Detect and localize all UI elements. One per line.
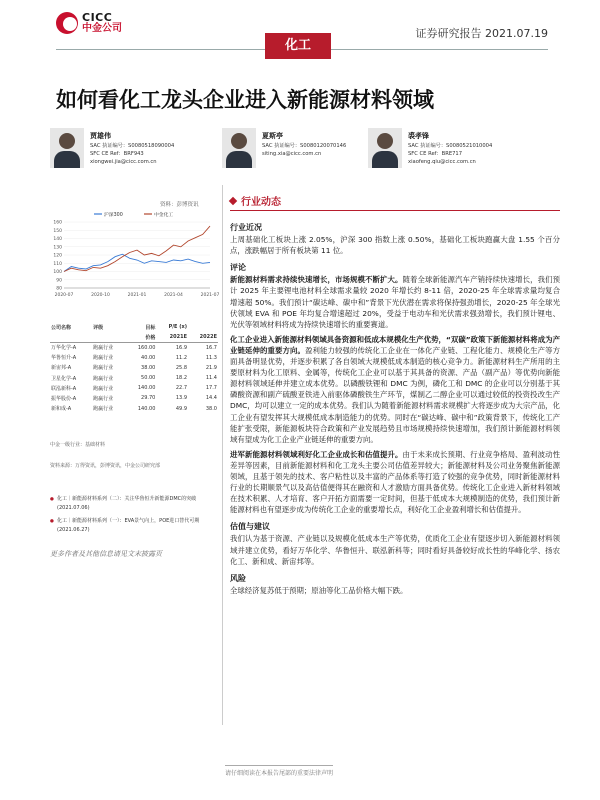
table-cell: 18.2 [175, 375, 188, 382]
y-tick-label: 150 [53, 228, 62, 234]
y-tick-label: 110 [53, 261, 62, 267]
table-row [50, 393, 218, 403]
x-tick-label: 2020-07 [54, 293, 74, 298]
cicc-logo-icon [56, 12, 78, 34]
table-cell: 140.00 [137, 385, 156, 392]
table-cell: 16.9 [156, 342, 188, 352]
related-reports [50, 495, 222, 539]
table-cell: 49.9 [175, 405, 188, 412]
text-advantage: 盈利能力较强的传统化工企业在一体化产业链、工程化能力、规模化生产等方面具备明显优势，并逐步积累了各自领域大规模低成本制造的核心竞争力。新能源材料生产所用的主要原材料为化工原料、金属等，传统化工企业可以基于其具备的资源、产品（副产品）等优势向新能源材料领域延伸并建立成本优势。以磷酸铁锂和 DMC 为例，磷化工和 DMC 的企业可以分别基于其磷酸资源和副产硫酸亚铁进入前驱体磷酸铁生产环节，煤制乙二醇企业可以通过较低的投资投改生产 DMC，均可以建立一定的成本优势。我们认为随着新能源材料需求规模扩大将逐步成为大宗产品，化工企业有望发挥其大规模低成本制造能力的优势。同时在“碳达峰、碳中和”政策背景下，传统化工产能扩张受限，新能源板块符合政策和产业发展趋势且市场规模持续快速增加，我们预计新能源材料领域有望成为化工企业产业链延伸的重要方向。 [230, 345, 560, 444]
table-cell [50, 332, 92, 342]
y-tick-label: 130 [53, 245, 62, 251]
footer-disclaimer[interactable]: 请仔细阅读在本报告尾部的重要法律声明 [225, 765, 333, 777]
table-cell: 40.00 [141, 354, 156, 361]
related-report-link[interactable]: ● 化工｜新能源材料系列（二）：关注华鲁恒升新能源DMC的突破 (2021.07.06) [50, 495, 222, 513]
section-title: 行业动态 [241, 197, 281, 208]
table-cell: 11.3 [205, 354, 217, 361]
table-header-row [50, 322, 218, 332]
table-cell: 万华化学-A [50, 342, 92, 352]
table-cell: 2021E [169, 334, 188, 341]
paragraph-industry-update: 上周基础化工板块上涨 2.05%，沪深 300 指数上涨 0.50%，基础化工板块跑赢大盘 1.55 个百分点，涨跌幅居于所有板块第 11 位。 [230, 235, 560, 256]
table-cell: 跑赢行业 [93, 375, 114, 382]
author-card [222, 128, 346, 168]
avatar [368, 128, 402, 168]
x-tick-label: 2021-04 [164, 293, 183, 298]
author-card [50, 128, 174, 168]
y-tick-label: 80 [56, 286, 62, 292]
table-cell: 华鲁恒升-A [51, 355, 77, 362]
table-source-note: 资料来源：万得资讯，彭博资讯，中金公司研究部 [50, 463, 161, 469]
table-cell: 140.00 [137, 405, 156, 412]
table-cell: 跑赢行业 [92, 342, 126, 352]
heading-industry-update: 行业近况 [230, 223, 262, 232]
paragraph-advantage [230, 334, 560, 445]
heading-valuation: 估值与建议 [230, 522, 270, 532]
report-title: 如何看化工龙头企业进入新能源材料领域 [56, 88, 434, 112]
y-tick-label: 140 [53, 237, 62, 242]
table-cell: 跑赢行业 [93, 385, 114, 392]
author-spc: SFC CE Ref：BRF943 [90, 151, 144, 157]
series-line [64, 226, 210, 271]
table-cell: 11.2 [175, 354, 188, 361]
author-name: 裘孝锋 [408, 132, 429, 140]
author-spc: SFC CE Ref：BRE717 [408, 151, 463, 157]
table-cell: 价格 [145, 334, 156, 341]
column-divider [222, 185, 223, 725]
table-cell [188, 322, 218, 332]
avatar [50, 128, 84, 168]
table-cell: 跑赢行业 [93, 365, 114, 372]
report-type-date: 证券研究报告 2021.07.19 [415, 27, 548, 40]
x-tick-label: 2021-07 [200, 293, 220, 298]
lead-advantage: 化工企业进入新能源材料领域具备资源和低成本规模化生产优势，“双碳”政策下新能源材料将成为产业链延伸的重要方向。 [230, 334, 560, 355]
table-cell: 14.4 [205, 395, 217, 402]
table-cell: 29.70 [141, 395, 156, 402]
table-cell: 25.8 [175, 364, 188, 371]
y-tick-label: 100 [53, 270, 62, 275]
table-cell: 17.7 [205, 385, 217, 392]
text-valuation-growth: 由于未来成长预期、行业竞争格局、盈利波动性差异等因素，目前新能源材料和化工龙头主要公司估值差异较大；新能源材料及公司业务聚焦新能源领域，且基于领先的技术、客户粘性以及丰富的产品体系等打造了较强的竞争优势，同时新能源材料行业的长期顺景气以及高估值便得其在融资和人才激励方面具备优势。传统化工企业进入新材料领域在技术积累、人才培育、客户开拓方面需要一定时间，但基于低成本大规模制造的优势，我们预计新能源材料也有望逐步成为传统化工企业的重要增长点，利好化工企业盈利增长和估值提升。 [230, 449, 560, 515]
table-cell: 振华股份-A [51, 395, 77, 402]
author-name: 夏斯亭 [262, 132, 283, 140]
heading-comment: 评论 [230, 263, 246, 273]
table-row [50, 363, 218, 373]
report-body [230, 222, 560, 600]
table-row [50, 373, 218, 383]
legend-label: 沪深300 [104, 212, 123, 218]
author-sac: SAC 执证编号：S0080521010004 [408, 143, 493, 149]
table-cell: 评级 [93, 324, 104, 331]
table-sector-note: 中金一级行业：基础材料 [50, 442, 106, 448]
sector-tab: 化工 [265, 33, 331, 59]
paragraph-demand [230, 274, 560, 329]
table-cell: 38.0 [205, 405, 217, 412]
table-cell: 目标 [145, 324, 156, 331]
avatar [222, 128, 256, 168]
table-row [50, 383, 218, 393]
table-cell: 13.9 [175, 395, 188, 402]
series-line [64, 254, 210, 271]
y-tick-label: 120 [53, 253, 62, 259]
table-cell: 38.00 [141, 364, 156, 371]
section-header [230, 193, 560, 211]
table-cell: 卫星化学-A [51, 375, 77, 382]
y-tick-label: 90 [56, 278, 62, 284]
table-cell: 16.7 [188, 342, 218, 352]
author-card [368, 128, 492, 168]
paragraph-valuation-growth [230, 449, 560, 516]
table-cell: P/E (x) [168, 324, 188, 331]
cicc-logo [56, 12, 122, 34]
text-demand: 随着全球新能源汽车产销持续快速增长，我们预计 2025 年主要锂电池材料全球需求量较 2020 年增长约 8-11 倍，2020-25 年全球需求量均复合增速超 50%。我们预计“碳达峰、碳中和”背景下光伏潜在需求将保持强劲增长，2020-25 年全球光伏领域 EVA 和 POE 年均复合增速超过 20%，受益于电动车和光伏需求强劲增长，我们预计锂电、光伏等领域材料将成为持续快速增长的重要赛道。 [230, 275, 560, 329]
diamond-icon [229, 196, 237, 204]
heading-risk: 风险 [230, 573, 246, 583]
table-cell: 11.4 [205, 375, 217, 382]
table-cell: 公司名称 [51, 324, 72, 331]
author-name: 贾雄伟 [90, 132, 111, 140]
table-cell: 新和成-A [51, 406, 72, 413]
y-tick-label: 160 [53, 220, 62, 226]
author-email[interactable]: xiaofeng.qiu@cicc.com.cn [408, 159, 476, 165]
table-cell: 新宙邦-A [51, 365, 72, 372]
logo-en: CICC [82, 11, 113, 24]
chart-source: 资料：彭博资讯 [160, 202, 199, 208]
table-cell: 21.9 [205, 364, 217, 371]
table-cell: 22.7 [175, 385, 188, 392]
author-email[interactable]: siting.xia@cicc.com.cn [262, 151, 322, 157]
logo-cn: 中金公司 [82, 22, 122, 34]
x-tick-label: 2021-01 [127, 293, 147, 298]
author-sac: SAC 执证编号：S0080518090004 [90, 143, 175, 149]
table-cell: 联泓新科-A [51, 385, 77, 392]
related-report-link[interactable]: ● 化工｜新能源材料系列（一）：EVA景气向上，POE进口替代可期 (2021.06.27) [50, 517, 222, 535]
more-info-note: 更多作者及其他信息请见文末披露页 [50, 550, 162, 558]
table-row [50, 404, 218, 414]
table-cell: 跑赢行业 [93, 355, 114, 362]
paragraph-valuation: 我们认为基于资源、产业链以及规模化低成本生产等优势，优质化工企业有望逐步切入新能源材料领域并建立优势，看好万华化学、华鲁恒升、联泓新科等；同时看好具备较好成长性的华峰化学、扬农化工、新和成、新宙邦等。 [230, 534, 560, 566]
table-row [50, 353, 218, 363]
table-row [50, 342, 218, 352]
lead-demand: 新能源材料需求持续快速增长，市场规模不断扩大。 [230, 275, 403, 285]
table-cell: 跑赢行业 [93, 395, 114, 402]
author-email[interactable]: xiongwei.jia@cicc.com.cn [90, 159, 157, 165]
paragraph-risk: 全球经济复苏低于预期；原油等化工品价格大幅下跌。 [230, 585, 408, 595]
valuation-table [50, 322, 218, 414]
author-sac: SAC 执证编号：S0080120070146 [262, 143, 347, 149]
table-header-row [50, 332, 218, 342]
lead-valuation-growth: 进军新能源材料领域利好化工企业成长和估值提升。 [230, 449, 403, 459]
table-cell [92, 332, 126, 342]
table-cell: 50.00 [141, 375, 156, 382]
table-cell: 2022E [199, 334, 217, 341]
x-tick-label: 2020-10 [91, 293, 110, 298]
table-cell: 跑赢行业 [93, 406, 114, 413]
table-cell: 160.00 [126, 342, 156, 352]
legend-label: 中金化工 [154, 212, 174, 218]
performance-chart [50, 208, 220, 306]
